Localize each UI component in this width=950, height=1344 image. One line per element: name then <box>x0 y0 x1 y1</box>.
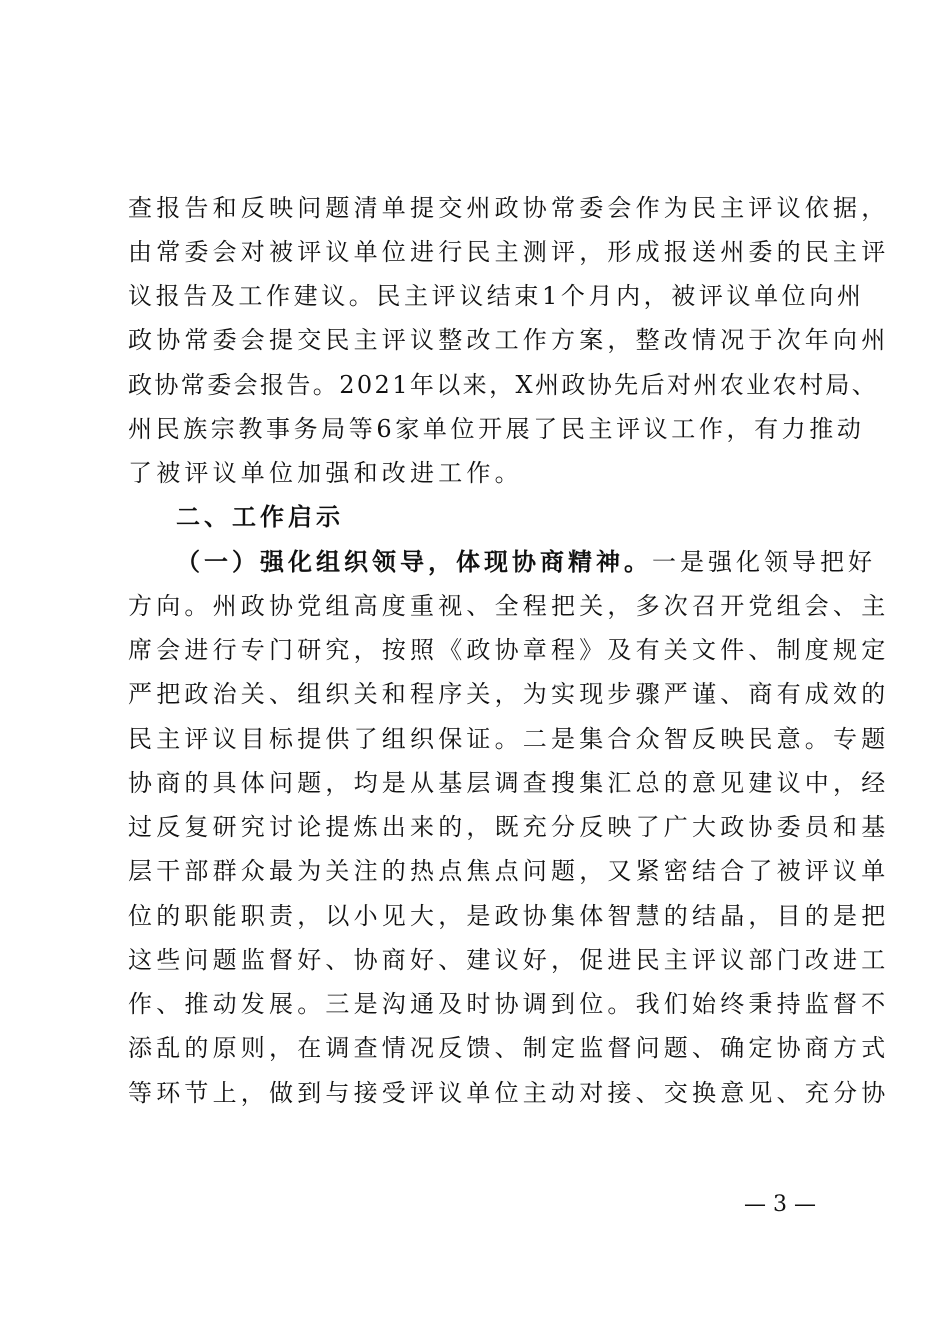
section-heading: 二、工作启示 <box>176 503 344 531</box>
subsection-heading: （一）强化组织领导，体现协商精神。 <box>176 548 652 576</box>
subsection-line-6: 协商的具体问题，均是从基层调查搜集汇总的意见建议中，经 <box>128 769 890 797</box>
body-line-3: 议报告及工作建议。民主评议结束1个月内，被评议单位向州 <box>128 282 865 310</box>
subsection-line-11: 作、推动发展。三是沟通及时协调到位。我们始终秉持监督不 <box>128 990 890 1018</box>
subsection-line-3: 席会进行专门研究，按照《政协章程》及有关文件、制度规定 <box>128 636 890 664</box>
subsection-line-7: 过反复研究讨论提炼出来的，既充分反映了广大政协委员和基 <box>128 813 890 841</box>
subsection-line-5: 民主评议目标提供了组织保证。二是集合众智反映民意。专题 <box>128 725 890 753</box>
body-line-4: 政协常委会提交民主评议整改工作方案，整改情况于次年向州 <box>128 326 890 354</box>
subsection-line-9: 位的职能职责，以小见大，是政协集体智慧的结晶，目的是把 <box>128 902 890 930</box>
body-line-1: 查报告和反映问题清单提交州政协常委会作为民主评议依据， <box>128 194 890 222</box>
subsection-line-2: 方向。州政协党组高度重视、全程把关，多次召开党组会、主 <box>128 592 890 620</box>
subsection-line-8: 层干部群众最为关注的热点焦点问题，又紧密结合了被评议单 <box>128 857 890 885</box>
body-line-7: 了被评议单位加强和改进工作。 <box>128 459 523 487</box>
subsection-line-4: 严把政治关、组织关和程序关，为实现步骤严谨、商有成效的 <box>128 680 890 708</box>
subsection-line-1: 一是强化领导把好 <box>652 548 876 576</box>
subsection-line-13: 等环节上，做到与接受评议单位主动对接、交换意见、充分协 <box>128 1079 890 1107</box>
subsection-line-10: 这些问题监督好、协商好、建议好，促进民主评议部门改进工 <box>128 946 890 974</box>
subsection-first-line <box>176 547 876 577</box>
body-line-5: 政协常委会报告。2021年以来，X州政协先后对州农业农村局、 <box>128 371 879 399</box>
body-line-6: 州民族宗教事务局等6家单位开展了民主评议工作，有力推动 <box>128 415 865 443</box>
page-number: — 3 — <box>744 1192 816 1217</box>
subsection-line-12: 添乱的原则，在调查情况反馈、制定监督问题、确定协商方式 <box>128 1034 890 1062</box>
body-line-2: 由常委会对被评议单位进行民主测评，形成报送州委的民主评 <box>128 238 890 266</box>
